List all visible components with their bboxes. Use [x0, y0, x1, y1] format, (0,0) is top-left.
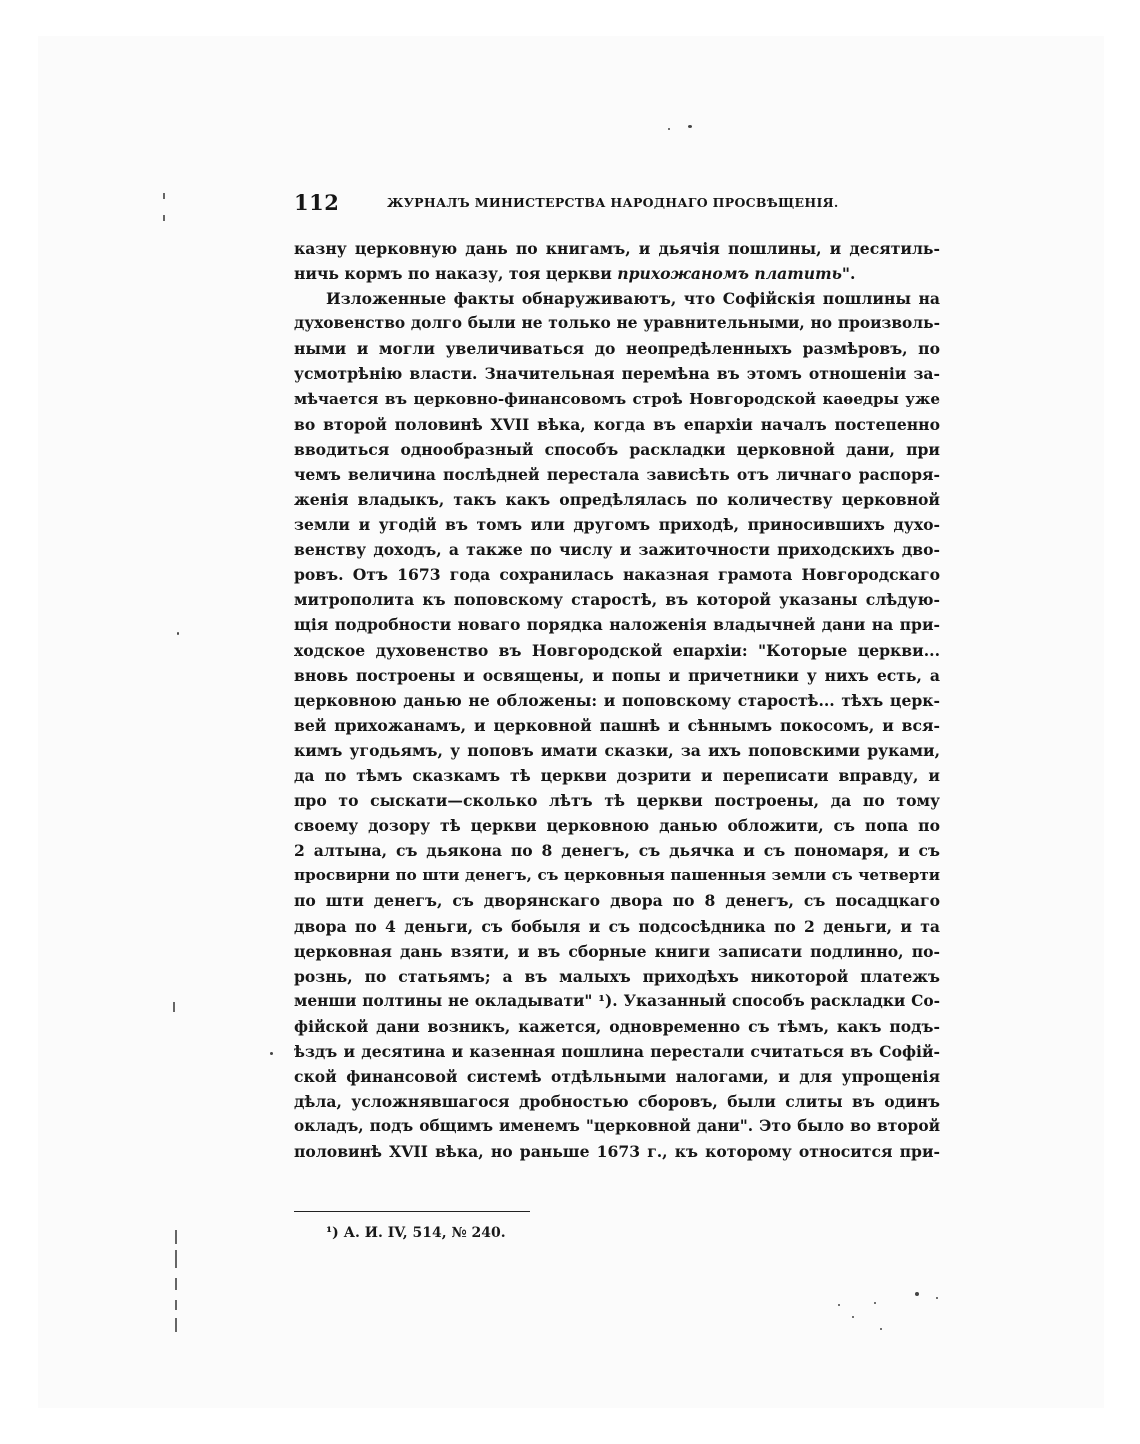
scan-speck: [668, 128, 670, 130]
scan-speck: [915, 1292, 919, 1296]
text-line: митрополита къ поповскому старостѣ, въ которой указаны слѣдую-: [294, 590, 940, 610]
text-line: вновь построены и освящены, и попы и причетники у нихъ есть, а: [294, 665, 940, 685]
text-line: ходское духовенство въ Новгородской епархіи: "Которые церкви...: [294, 640, 940, 660]
text-line: женія владыкъ, такъ какъ опредѣлялась по количеству церковной: [294, 489, 940, 509]
text-line: дѣла, усложнявшагося дробностью сборовъ, были слиты въ одинъ: [294, 1092, 940, 1112]
text-line: венству доходъ, а также по числу и зажиточности приходскихъ дво-: [294, 540, 940, 560]
text-line: чемъ величина послѣдней перестала зависѣть отъ личнаго распоря-: [294, 464, 940, 484]
scan-speck: [874, 1302, 876, 1304]
text-line: казну церковную дань по книгамъ, и дьячія пошлины, и десятиль-: [294, 239, 940, 258]
text-line: духовенство долго были не только не уравнительными, но произволь-: [294, 314, 940, 333]
footnote: ¹) А. И. IV, 514, № 240.: [326, 1225, 506, 1241]
text-line: церковною данью не обложены: и поповскому старостѣ... тѣхъ церк-: [294, 690, 940, 710]
text-line: 2 алтына, съ дьякона по 8 денегъ, съ дьячка и съ пономаря, и съ: [294, 841, 940, 861]
text-line: рознь, по статьямъ; а въ малыхъ приходѣхъ никоторой платежъ: [294, 966, 940, 986]
text-line: своему дозору тѣ церкви церковною данью обложити, съ попа по: [294, 816, 940, 836]
text-line: кимъ угодьямъ, у поповъ имати сказки, за ихъ поповскими руками,: [294, 740, 940, 760]
text-line: двора по 4 деньги, съ бобыля и съ подсосѣдника по 2 деньги, и та: [294, 916, 940, 936]
footnote-rule: [294, 1211, 530, 1212]
text-line: земли и угодій въ томъ или другомъ приходѣ, приносившихъ духо-: [294, 515, 940, 535]
scan-edge-mark: [163, 193, 165, 199]
italic-phrase: прихожаномъ платить: [617, 264, 842, 284]
text-run: ".: [841, 264, 856, 284]
page-number: 112: [294, 190, 340, 215]
text-line: церковная дань взяти, и въ сборные книги записати подлинно, по-: [294, 941, 940, 961]
scan-edge-mark: [163, 215, 165, 221]
scan-speck: [177, 632, 179, 635]
text-line: ными и могли увеличиваться до неопредѣленныхъ размѣровъ, по: [294, 339, 940, 359]
scan-speck: [838, 1304, 840, 1306]
paragraph-first-line: Изложенные факты обнаруживаютъ, что Софійскія пошлины на: [326, 289, 940, 309]
text-line: усмотрѣнію власти. Значительная перемѣна въ этомъ отношеніи за-: [294, 364, 940, 384]
running-head: ЖУРНАЛЪ МИНИСТЕРСТВА НАРОДНАГО ПРОСВѢЩЕНІЯ.: [387, 195, 839, 210]
text-run: ничь кормъ по наказу, тоя церкви: [294, 264, 618, 284]
page-header: [294, 190, 944, 218]
scan-speck: [270, 1052, 273, 1055]
text-line: вводиться однообразный способъ раскладки церковной дани, при: [294, 439, 940, 459]
scan-edge-mark: [175, 1318, 177, 1332]
scan-edge-mark: [175, 1300, 177, 1310]
scan-edge-mark: [175, 1230, 177, 1244]
body-text: [294, 236, 940, 1164]
text-line: щія подробности новаго порядка наложенія владычней дани на при-: [294, 615, 940, 635]
text-line: мѣчается въ церковно-финансовомъ строѣ Новгородской каѳедры уже: [294, 389, 940, 408]
text-line: ѣздъ и десятина и казенная пошлина перестали считаться въ Софій-: [294, 1042, 940, 1061]
text-line: ской финансовой системѣ отдѣльными налогами, и для упрощенія: [294, 1067, 940, 1087]
text-line: вей прихожанамъ, и церковной пашнѣ и сѣннымъ покосомъ, и вся-: [294, 715, 940, 735]
scan-edge-mark: [175, 1278, 177, 1290]
text-line: просвирни по шти денегъ, съ церковныя пашенныя земли съ четверти: [294, 866, 940, 885]
scan-speck: [852, 1316, 854, 1318]
text-line: во второй половинѣ XVII вѣка, когда въ епархіи началъ постепенно: [294, 414, 940, 434]
scan-edge-mark: [173, 1002, 175, 1012]
scan-edge-mark: [175, 1250, 177, 1268]
scan-speck: [880, 1328, 882, 1330]
text-line: менши полтины не окладывати" ¹). Указанный способъ раскладки Со-: [294, 991, 940, 1010]
text-line: да по тѣмъ сказкамъ тѣ церкви дозрити и переписати вправду, и: [294, 765, 940, 785]
text-line: по шти денегъ, съ дворянскаго двора по 8 денегъ, съ посадцкаго: [294, 891, 940, 911]
scan-speck: [688, 125, 692, 128]
text-line: половинѣ XVII вѣка, но раньше 1673 г., къ которому относится при-: [294, 1142, 940, 1162]
scan-speck: [936, 1297, 938, 1299]
text-line: окладъ, подъ общимъ именемъ "церковной дани". Это было во второй: [294, 1117, 940, 1136]
text-line: [294, 261, 940, 286]
text-line: ровъ. Отъ 1673 года сохранилась наказная грамота Новгородскаго: [294, 565, 940, 585]
text-line: фійской дани возникъ, кажется, одновременно съ тѣмъ, какъ подъ-: [294, 1016, 940, 1036]
text-line: про то сыскати—сколько лѣтъ тѣ церкви построены, да по тому: [294, 791, 940, 811]
